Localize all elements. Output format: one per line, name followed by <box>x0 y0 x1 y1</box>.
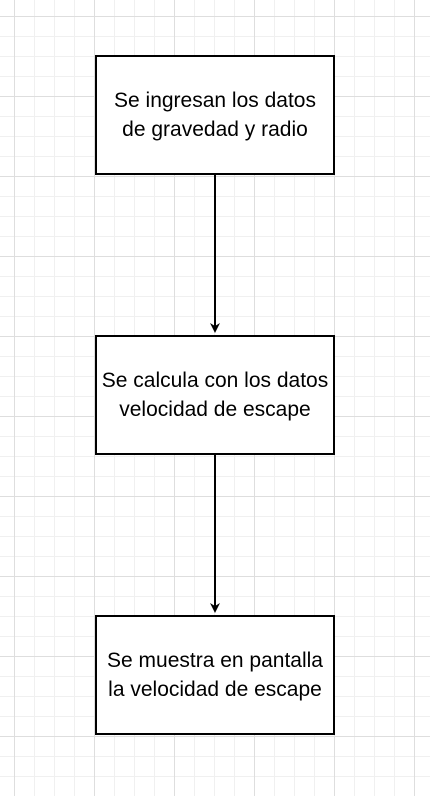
process-box-calculate[interactable] <box>95 335 335 455</box>
process-box-display-result[interactable] <box>95 615 335 735</box>
process-box-label: Se ingresan los datos de gravedad y radio <box>114 89 316 141</box>
process-box-label: Se muestra en pantalla la velocidad de escape <box>107 649 323 701</box>
process-box-input-data[interactable] <box>95 55 335 175</box>
process-box-label: Se calcula con los datos velocidad de escape <box>101 369 329 421</box>
